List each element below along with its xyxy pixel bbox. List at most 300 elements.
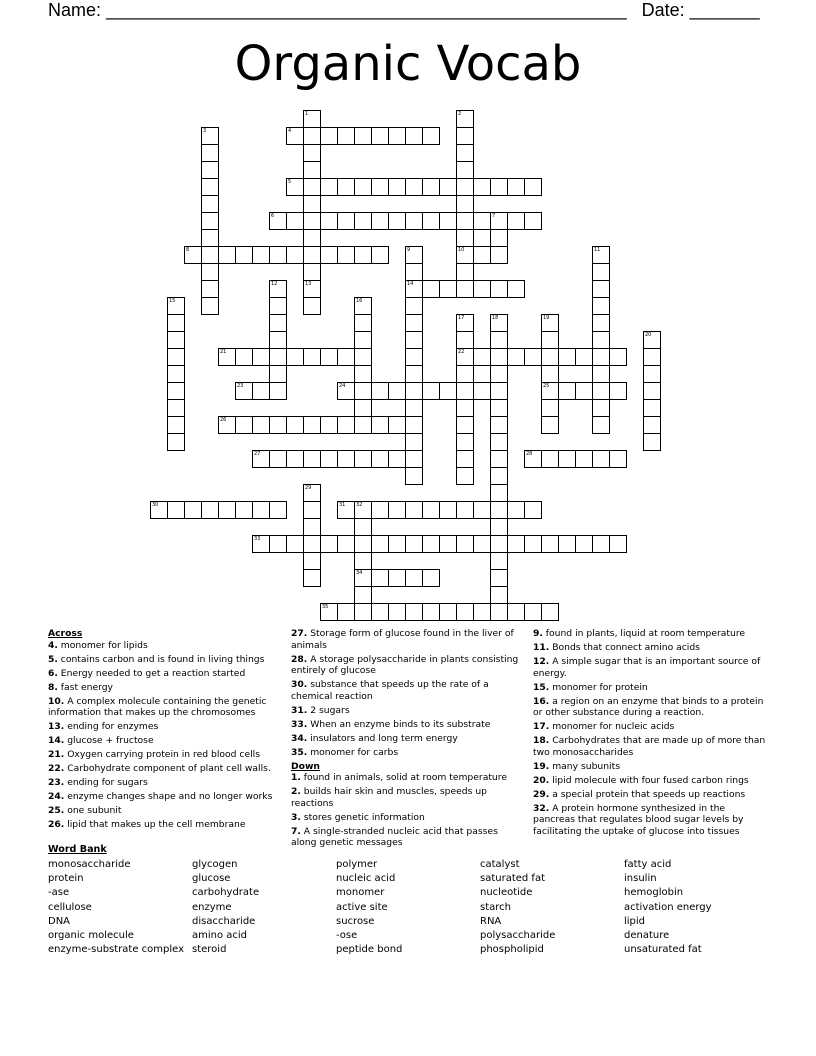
crossword-cell[interactable]: [456, 263, 474, 281]
crossword-cell[interactable]: [371, 450, 389, 468]
crossword-cell[interactable]: [592, 263, 610, 281]
crossword-cell[interactable]: [422, 178, 440, 196]
crossword-cell[interactable]: [422, 382, 440, 400]
crossword-cell[interactable]: [167, 365, 185, 383]
crossword-cell[interactable]: [184, 501, 202, 519]
crossword-cell[interactable]: [490, 280, 508, 298]
crossword-cell[interactable]: [524, 535, 542, 553]
crossword-cell[interactable]: [235, 246, 253, 264]
crossword-cell[interactable]: [558, 348, 576, 366]
crossword-cell[interactable]: [592, 382, 610, 400]
crossword-cell[interactable]: [558, 382, 576, 400]
crossword-cell[interactable]: [473, 212, 491, 230]
crossword-cell[interactable]: [405, 263, 423, 281]
crossword-cell[interactable]: [167, 433, 185, 451]
crossword-cell[interactable]: [490, 212, 508, 230]
crossword-cell[interactable]: [286, 348, 304, 366]
crossword-cell[interactable]: [439, 603, 457, 621]
crossword-cell[interactable]: [337, 246, 355, 264]
crossword-cell[interactable]: [439, 382, 457, 400]
crossword-cell[interactable]: [405, 246, 423, 264]
crossword-cell[interactable]: [490, 314, 508, 332]
crossword-cell[interactable]: [354, 552, 372, 570]
crossword-cell[interactable]: [252, 535, 270, 553]
crossword-cell[interactable]: [490, 178, 508, 196]
crossword-cell[interactable]: [575, 382, 593, 400]
crossword-cell[interactable]: [337, 212, 355, 230]
crossword-cell[interactable]: [524, 501, 542, 519]
clue-number: 16.: [533, 695, 550, 707]
crossword-cell[interactable]: [456, 161, 474, 179]
crossword-cell[interactable]: [643, 348, 661, 366]
crossword-cell[interactable]: [354, 603, 372, 621]
crossword-cell[interactable]: [456, 433, 474, 451]
crossword-cell[interactable]: [252, 416, 270, 434]
crossword-cell[interactable]: [541, 331, 559, 349]
crossword-cell[interactable]: [456, 127, 474, 145]
crossword-cell[interactable]: [405, 603, 423, 621]
crossword-cell[interactable]: [456, 178, 474, 196]
crossword-cell[interactable]: [337, 348, 355, 366]
crossword-cell[interactable]: [490, 416, 508, 434]
crossword-cell[interactable]: [422, 603, 440, 621]
crossword-cell[interactable]: [643, 365, 661, 383]
crossword-cell[interactable]: [456, 212, 474, 230]
crossword-cell[interactable]: [354, 450, 372, 468]
crossword-cell[interactable]: [541, 365, 559, 383]
crossword-cell[interactable]: [609, 382, 627, 400]
crossword-cell[interactable]: [201, 212, 219, 230]
crossword-cell[interactable]: [507, 535, 525, 553]
crossword-cell[interactable]: [405, 212, 423, 230]
crossword-cell[interactable]: [405, 382, 423, 400]
crossword-cell[interactable]: [456, 382, 474, 400]
crossword-cell[interactable]: [456, 246, 474, 264]
crossword-cell[interactable]: [524, 450, 542, 468]
crossword-cell[interactable]: [218, 501, 236, 519]
crossword-cell[interactable]: [303, 229, 321, 247]
crossword-cell[interactable]: [201, 178, 219, 196]
crossword-cell[interactable]: [184, 246, 202, 264]
crossword-cell[interactable]: [490, 535, 508, 553]
crossword-cell[interactable]: [473, 246, 491, 264]
crossword-cell[interactable]: [524, 178, 542, 196]
crossword-cell[interactable]: [439, 212, 457, 230]
crossword-cell[interactable]: [303, 110, 321, 128]
crossword-cell[interactable]: [490, 433, 508, 451]
crossword-cell[interactable]: [269, 212, 287, 230]
crossword-cell[interactable]: [405, 433, 423, 451]
crossword-cell[interactable]: [405, 450, 423, 468]
crossword-cell[interactable]: [575, 450, 593, 468]
crossword-cell[interactable]: [592, 399, 610, 417]
crossword-cell[interactable]: [201, 127, 219, 145]
crossword-cell[interactable]: [405, 280, 423, 298]
crossword-cell[interactable]: [252, 382, 270, 400]
crossword-cell[interactable]: [405, 501, 423, 519]
crossword-cell[interactable]: [456, 280, 474, 298]
crossword-cell[interactable]: [218, 348, 236, 366]
crossword-cell[interactable]: [524, 348, 542, 366]
crossword-cell[interactable]: [371, 178, 389, 196]
crossword-cell[interactable]: [303, 484, 321, 502]
crossword-cell[interactable]: [473, 382, 491, 400]
crossword-cell[interactable]: [422, 569, 440, 587]
crossword-cell[interactable]: [354, 212, 372, 230]
crossword-cell[interactable]: [592, 246, 610, 264]
crossword-cell[interactable]: [201, 297, 219, 315]
crossword-cell[interactable]: [473, 348, 491, 366]
crossword-cell[interactable]: [490, 382, 508, 400]
crossword-cell[interactable]: [388, 212, 406, 230]
crossword-cell[interactable]: [371, 246, 389, 264]
crossword-cell[interactable]: [286, 127, 304, 145]
crossword-cell[interactable]: [201, 195, 219, 213]
crossword-cell[interactable]: [473, 535, 491, 553]
crossword-cell[interactable]: [252, 246, 270, 264]
crossword-cell[interactable]: [456, 110, 474, 128]
crossword-cell[interactable]: [405, 416, 423, 434]
crossword-cell[interactable]: [388, 569, 406, 587]
crossword-cell[interactable]: [456, 314, 474, 332]
crossword-cell[interactable]: [609, 535, 627, 553]
crossword-cell[interactable]: [269, 450, 287, 468]
crossword-cell[interactable]: [643, 331, 661, 349]
crossword-cell[interactable]: [422, 212, 440, 230]
crossword-cell[interactable]: [473, 603, 491, 621]
crossword-cell[interactable]: [490, 484, 508, 502]
crossword-cell[interactable]: [371, 416, 389, 434]
crossword-cell[interactable]: [303, 569, 321, 587]
crossword-cell[interactable]: [201, 229, 219, 247]
crossword-cell[interactable]: [388, 450, 406, 468]
crossword-cell[interactable]: [592, 450, 610, 468]
crossword-cell[interactable]: [507, 501, 525, 519]
crossword-cell[interactable]: [490, 399, 508, 417]
crossword-cell[interactable]: [456, 467, 474, 485]
crossword-cell[interactable]: [337, 450, 355, 468]
crossword-cell[interactable]: [354, 127, 372, 145]
crossword-cell[interactable]: [388, 127, 406, 145]
crossword-cell[interactable]: [405, 348, 423, 366]
crossword-cell[interactable]: [320, 348, 338, 366]
crossword-cell[interactable]: [388, 416, 406, 434]
crossword-cell[interactable]: [252, 348, 270, 366]
crossword-cell[interactable]: [388, 178, 406, 196]
crossword-cell[interactable]: [507, 212, 525, 230]
crossword-cell[interactable]: [405, 365, 423, 383]
crossword-cell[interactable]: [490, 348, 508, 366]
crossword-cell[interactable]: [371, 212, 389, 230]
crossword-cell[interactable]: [541, 603, 559, 621]
crossword-cell[interactable]: [320, 603, 338, 621]
crossword-cell[interactable]: [592, 535, 610, 553]
crossword-cell[interactable]: [303, 178, 321, 196]
crossword-cell[interactable]: [286, 416, 304, 434]
clue-item: [533, 682, 768, 694]
crossword-cell[interactable]: [371, 603, 389, 621]
crossword-cell[interactable]: [388, 501, 406, 519]
crossword-cell[interactable]: [303, 161, 321, 179]
crossword-cell[interactable]: [490, 501, 508, 519]
crossword-cell[interactable]: [354, 416, 372, 434]
crossword-cell[interactable]: [269, 382, 287, 400]
crossword-cell[interactable]: [235, 501, 253, 519]
crossword-cell[interactable]: [422, 501, 440, 519]
crossword-cell[interactable]: [354, 365, 372, 383]
crossword-cell[interactable]: [541, 348, 559, 366]
crossword-cell[interactable]: [269, 314, 287, 332]
crossword-cell[interactable]: [337, 416, 355, 434]
crossword-cell[interactable]: [575, 535, 593, 553]
crossword-cell[interactable]: [371, 501, 389, 519]
crossword-cell[interactable]: [456, 348, 474, 366]
crossword-cell[interactable]: [371, 569, 389, 587]
crossword-cell[interactable]: [388, 382, 406, 400]
crossword-cell[interactable]: [320, 450, 338, 468]
crossword-cell[interactable]: [405, 569, 423, 587]
crossword-cell[interactable]: [218, 416, 236, 434]
crossword-cell[interactable]: [167, 331, 185, 349]
clue-number: 29.: [533, 788, 550, 800]
crossword-cell[interactable]: [609, 348, 627, 366]
crossword-cell[interactable]: [303, 127, 321, 145]
crossword-cell[interactable]: [269, 416, 287, 434]
crossword-cell[interactable]: [456, 365, 474, 383]
crossword-cell[interactable]: [490, 569, 508, 587]
clue-number: 21.: [48, 749, 65, 761]
crossword-cell[interactable]: [303, 416, 321, 434]
crossword-cell[interactable]: [490, 365, 508, 383]
crossword-cell[interactable]: [167, 314, 185, 332]
crossword-cell[interactable]: [405, 178, 423, 196]
crossword-cell[interactable]: [371, 382, 389, 400]
crossword-cell[interactable]: [575, 348, 593, 366]
crossword-cell[interactable]: [592, 280, 610, 298]
cell-number: 33: [254, 536, 261, 542]
crossword-cell[interactable]: [507, 178, 525, 196]
crossword-cell[interactable]: [422, 535, 440, 553]
crossword-cell[interactable]: [490, 467, 508, 485]
crossword-cell[interactable]: [320, 246, 338, 264]
crossword-cell[interactable]: [541, 314, 559, 332]
crossword-cell[interactable]: [456, 416, 474, 434]
crossword-cell[interactable]: [354, 586, 372, 604]
crossword-cell[interactable]: [303, 518, 321, 536]
crossword-cell[interactable]: [201, 263, 219, 281]
crossword-cell[interactable]: [269, 246, 287, 264]
crossword-cell[interactable]: [422, 280, 440, 298]
crossword-cell[interactable]: [303, 195, 321, 213]
crossword-cell[interactable]: [167, 297, 185, 315]
crossword-cell[interactable]: [354, 501, 372, 519]
crossword-cell[interactable]: [303, 263, 321, 281]
crossword-cell[interactable]: [592, 365, 610, 383]
crossword-cell[interactable]: [354, 399, 372, 417]
crossword-cell[interactable]: [320, 416, 338, 434]
crossword-cell[interactable]: [456, 144, 474, 162]
crossword-cell[interactable]: [388, 535, 406, 553]
crossword-cell[interactable]: [286, 212, 304, 230]
crossword-cell[interactable]: [643, 399, 661, 417]
word-bank-term: sucrose: [336, 915, 375, 927]
crossword-cell[interactable]: [269, 297, 287, 315]
crossword-cell[interactable]: [150, 501, 168, 519]
crossword-cell[interactable]: [269, 348, 287, 366]
crossword-cell[interactable]: [354, 569, 372, 587]
crossword-cell[interactable]: [303, 297, 321, 315]
crossword-cell[interactable]: [235, 382, 253, 400]
crossword-cell[interactable]: [592, 297, 610, 315]
crossword-cell[interactable]: [337, 178, 355, 196]
crossword-cell[interactable]: [473, 280, 491, 298]
crossword-cell[interactable]: [286, 450, 304, 468]
crossword-cell[interactable]: [303, 552, 321, 570]
crossword-cell[interactable]: [201, 280, 219, 298]
crossword-cell[interactable]: [541, 450, 559, 468]
crossword-cell[interactable]: [354, 518, 372, 536]
crossword-cell[interactable]: [354, 314, 372, 332]
crossword-cell[interactable]: [167, 416, 185, 434]
crossword-cell[interactable]: [490, 229, 508, 247]
crossword-cell[interactable]: [439, 535, 457, 553]
crossword-cell[interactable]: [201, 246, 219, 264]
crossword-cell[interactable]: [558, 535, 576, 553]
crossword-cell[interactable]: [405, 314, 423, 332]
crossword-cell[interactable]: [252, 501, 270, 519]
crossword-cell[interactable]: [269, 365, 287, 383]
crossword-cell[interactable]: [456, 535, 474, 553]
crossword-cell[interactable]: [286, 178, 304, 196]
crossword-cell[interactable]: [473, 178, 491, 196]
crossword-cell[interactable]: [439, 280, 457, 298]
crossword-cell[interactable]: [337, 501, 355, 519]
crossword-cell[interactable]: [490, 586, 508, 604]
crossword-cell[interactable]: [507, 280, 525, 298]
crossword-cell[interactable]: [473, 501, 491, 519]
crossword-cell[interactable]: [354, 331, 372, 349]
crossword-cell[interactable]: [354, 535, 372, 553]
crossword-cell[interactable]: [269, 280, 287, 298]
crossword-cell[interactable]: [405, 331, 423, 349]
crossword-cell[interactable]: [354, 178, 372, 196]
crossword-cell[interactable]: [388, 603, 406, 621]
crossword-cell[interactable]: [201, 161, 219, 179]
crossword-cell[interactable]: [405, 127, 423, 145]
crossword-cell[interactable]: [422, 127, 440, 145]
crossword-cell[interactable]: [269, 535, 287, 553]
crossword-cell[interactable]: [269, 501, 287, 519]
crossword-cell[interactable]: [337, 127, 355, 145]
crossword-cell[interactable]: [303, 450, 321, 468]
crossword-cell[interactable]: [439, 501, 457, 519]
clue-item: [48, 696, 278, 719]
crossword-cell[interactable]: [252, 450, 270, 468]
crossword-cell[interactable]: [354, 246, 372, 264]
crossword-cell[interactable]: [456, 331, 474, 349]
crossword-cell[interactable]: [405, 467, 423, 485]
crossword-cell[interactable]: [286, 246, 304, 264]
crossword-cell[interactable]: [167, 348, 185, 366]
crossword-cell[interactable]: [524, 603, 542, 621]
crossword-cell[interactable]: [643, 382, 661, 400]
crossword-cell[interactable]: [405, 297, 423, 315]
crossword-cell[interactable]: [303, 280, 321, 298]
crossword-cell[interactable]: [354, 297, 372, 315]
crossword-cell[interactable]: [456, 229, 474, 247]
crossword-cell[interactable]: [218, 246, 236, 264]
crossword-cell[interactable]: [303, 501, 321, 519]
crossword-cell[interactable]: [235, 416, 253, 434]
crossword-cell[interactable]: [167, 501, 185, 519]
crossword-cell[interactable]: [405, 399, 423, 417]
crossword-cell[interactable]: [490, 331, 508, 349]
crossword-cell[interactable]: [456, 450, 474, 468]
crossword-cell[interactable]: [320, 178, 338, 196]
crossword-cell[interactable]: [592, 314, 610, 332]
crossword-cell[interactable]: [167, 399, 185, 417]
crossword-cell[interactable]: [490, 552, 508, 570]
crossword-cell[interactable]: [507, 603, 525, 621]
crossword-cell[interactable]: [303, 246, 321, 264]
crossword-cell[interactable]: [592, 348, 610, 366]
crossword-cell[interactable]: [303, 348, 321, 366]
crossword-cell[interactable]: [592, 331, 610, 349]
crossword-cell[interactable]: [303, 535, 321, 553]
crossword-cell[interactable]: [320, 212, 338, 230]
crossword-cell[interactable]: [541, 535, 559, 553]
crossword-cell[interactable]: [371, 127, 389, 145]
crossword-cell[interactable]: [558, 450, 576, 468]
crossword-cell[interactable]: [524, 212, 542, 230]
crossword-cell[interactable]: [337, 535, 355, 553]
crossword-cell[interactable]: [371, 535, 389, 553]
crossword-cell[interactable]: [405, 535, 423, 553]
crossword-cell[interactable]: [320, 535, 338, 553]
crossword-cell[interactable]: [235, 348, 253, 366]
crossword-cell[interactable]: [201, 144, 219, 162]
crossword-cell[interactable]: [439, 178, 457, 196]
crossword-cell[interactable]: [167, 382, 185, 400]
crossword-cell[interactable]: [490, 603, 508, 621]
crossword-cell[interactable]: [507, 348, 525, 366]
crossword-cell[interactable]: [643, 416, 661, 434]
crossword-cell[interactable]: [320, 127, 338, 145]
crossword-cell[interactable]: [303, 144, 321, 162]
crossword-cell[interactable]: [456, 195, 474, 213]
crossword-cell[interactable]: [337, 382, 355, 400]
crossword-cell[interactable]: [643, 433, 661, 451]
crossword-cell[interactable]: [269, 331, 287, 349]
crossword-cell[interactable]: [456, 399, 474, 417]
crossword-cell[interactable]: [354, 382, 372, 400]
crossword-cell[interactable]: [201, 501, 219, 519]
crossword-cell[interactable]: [337, 603, 355, 621]
crossword-cell[interactable]: [541, 399, 559, 417]
crossword-cell[interactable]: [456, 603, 474, 621]
crossword-cell[interactable]: [541, 416, 559, 434]
crossword-cell[interactable]: [592, 416, 610, 434]
crossword-cell[interactable]: [609, 450, 627, 468]
crossword-cell[interactable]: [303, 212, 321, 230]
crossword-cell[interactable]: [541, 382, 559, 400]
crossword-cell[interactable]: [490, 450, 508, 468]
crossword-cell[interactable]: [286, 535, 304, 553]
crossword-cell[interactable]: [456, 501, 474, 519]
crossword-cell[interactable]: [490, 246, 508, 264]
crossword-cell[interactable]: [490, 518, 508, 536]
crossword-cell[interactable]: [354, 348, 372, 366]
